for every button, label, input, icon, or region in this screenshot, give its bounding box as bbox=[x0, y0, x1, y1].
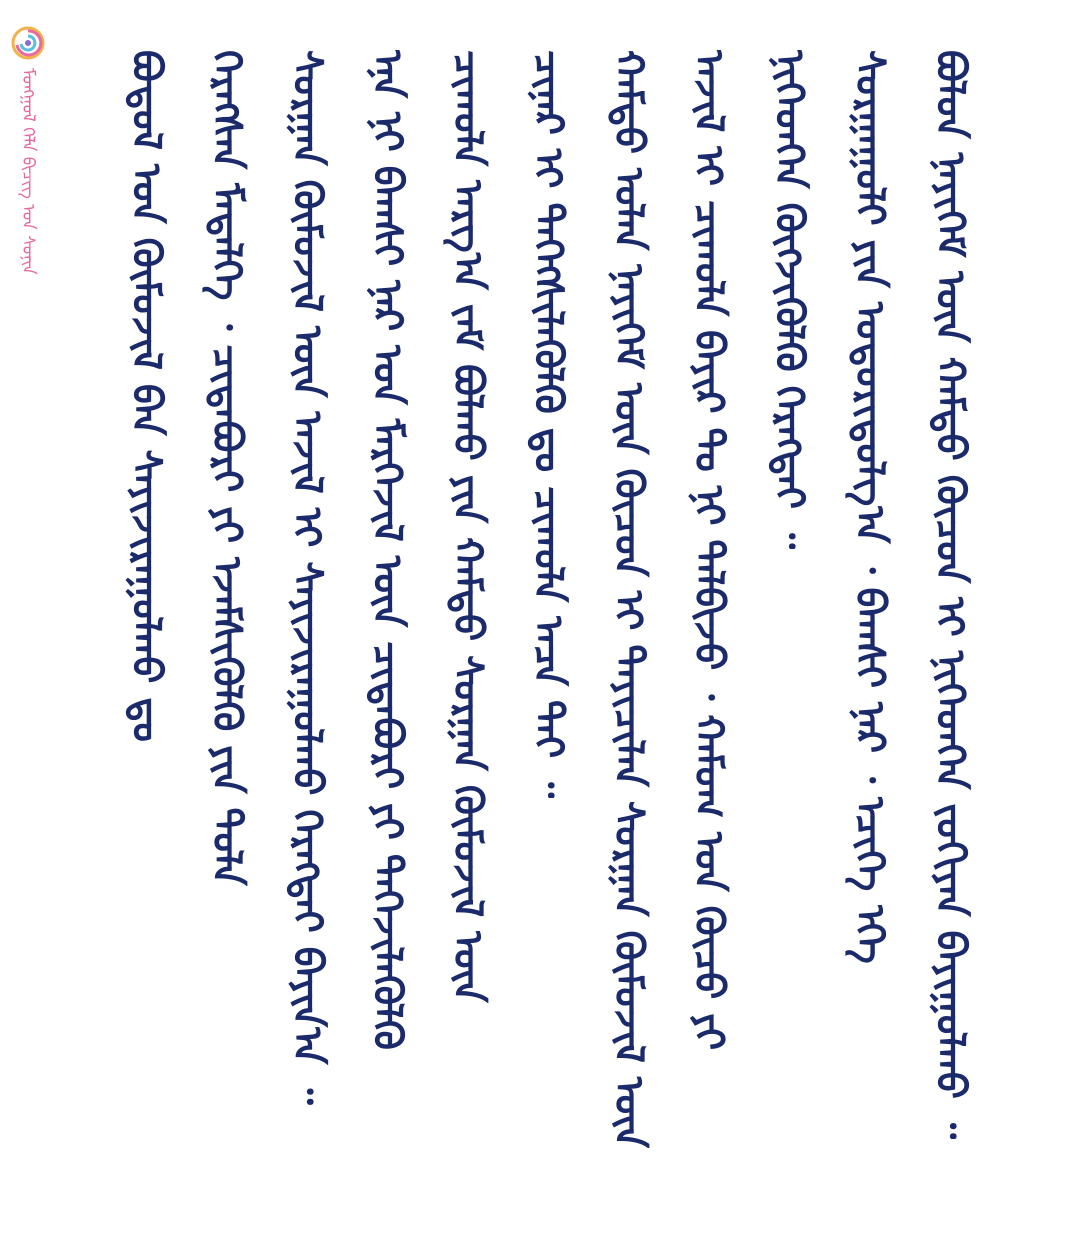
text-column: ᠨᠢᠭᠡᠳᠬᠡᠨ ᠬᠥᠭᠵᠢᠭᠦᠯᠬᠦ ᠬᠡᠷᠡᠭᠲᠡᠢ ᠃ bbox=[766, 50, 813, 550]
text-column: ᠠᠵᠢᠯ ᠢ ᠴᠢᠬᠤᠯᠠ ᠪᠠᠶᠢᠷ ᠲᠤ ᠨᠢ ᠲᠠᠯᠪᠢᠵᠤ ᠂ ᠬᠠᠮᠤᠭ ᠤᠨ ᠬᠦᠴᠦ ᠶᠢ bbox=[685, 50, 732, 1051]
text-column: ᠪᠣᠳᠣᠯ ᠤᠨ ᠬᠥᠮᠦᠵᠢᠯ ᠪᠠᠨ ᠰᠠᠶᠢᠵᠢᠷᠠᠭᠤᠯᠬᠤ ᠳᠤ bbox=[123, 50, 169, 742]
text-column: ᠴᠢᠨᠠᠷ ᠢ ᠳᠡᠭᠡᠭᠰᠢᠯᠡᠭᠦᠯᠬᠦ ᠳᠤ ᠴᠢᠬᠤᠯᠠ ᠠᠴᠠ ᠲᠠᠢ ᠃ bbox=[524, 50, 571, 799]
swirl-logo-icon bbox=[11, 26, 45, 60]
text-column: ᠡᠨᠡ ᠨᠢ ᠪᠠᠭᠰᠢ ᠨᠠᠷ ᠤᠨ ᠮᠡᠷᠭᠡᠵᠢᠯ ᠦᠨ ᠴᠢᠳᠠᠪᠤᠷᠢ ᠶᠢ ᠳᠡᠭᠡᠵᠢᠯᠡᠭᠦᠯᠬᠦ bbox=[364, 50, 411, 1050]
mongolian-text-block bbox=[118, 50, 978, 1210]
text-column: ᠰᠤᠷᠭᠠᠨ ᠬᠦᠮᠦᠵᠢᠯ ᠦᠨ ᠠᠵᠢᠯ ᠢ ᠰᠠᠶᠢᠵᠢᠷᠠᠭᠤᠯᠬᠤ ᠬᠡᠷᠡᠭᠲᠡᠢ ᠪᠠᠶᠢᠨ᠎ᠠ ᠃ bbox=[283, 50, 330, 1105]
text-column: ᠬᠡᠷᠡᠭᠰᠡᠨ ᠮᠡᠳᠡᠯᠭᠡ ᠂ ᠴᠢᠳᠠᠪᠤᠷᠢ ᠶᠢ ᠡᠵᠡᠮᠰᠢᠭᠦᠯᠬᠦ ᠶᠢᠨ ᠲᠤᠯᠠ bbox=[203, 50, 250, 886]
watermark bbox=[8, 26, 48, 275]
text-column: ᠬᠠᠮᠲᠤ ᠣᠯᠠᠨ ᠨᠡᠶᠢᠭᠡᠮ ᠦᠨ ᠬᠦᠴᠦᠨ ᠢ ᠳᠠᠶᠢᠴᠢᠯᠠᠨ ᠰᠤᠷᠭᠠᠨ ᠬᠦᠮᠦᠵᠢᠯ ᠦᠨ bbox=[605, 50, 652, 1149]
text-column: ᠰᠤᠷᠭᠠᠭᠤᠯᠢ ᠶᠢᠨ ᠤᠳᠤᠷᠢᠳᠤᠯᠭ᠎ᠠ ᠂ ᠪᠠᠭᠰᠢ ᠨᠠᠷ ᠂ ᠡᠴᠢᠭᠡ ᠡᠬᠡ bbox=[846, 50, 893, 964]
text-column: ᠴᠢᠬᠤᠯᠠ ᠠᠷᠭ᠎ᠠ ᠵᠠᠮ ᠪᠣᠯᠬᠤ ᠶᠢᠨ ᠬᠠᠮᠲᠤ ᠰᠤᠷᠭᠠᠨ ᠬᠦᠮᠦᠵᠢᠯ ᠦᠨ bbox=[444, 50, 491, 1003]
text-column: ᠪᠣᠯᠣᠨ ᠨᠡᠶᠢᠭᠡᠮ ᠦᠨ ᠬᠠᠮᠲᠤ ᠬᠦᠴᠦᠨ ᠢ ᠨᠢᠭᠡᠳᠬᠡᠨ ᠵᠣᠬᠢᠶᠠᠨ ᠪᠠᠶᠢᠭᠤᠯᠬᠤ ᠃ bbox=[926, 50, 973, 1140]
watermark-text: ᠮᠣᠩᠭᠣᠯ ᠬᠡᠯᠡ ᠪᠢᠴᠢᠭ ᠤᠨ ᠰᠣᠨᠢᠨ bbox=[18, 68, 38, 275]
